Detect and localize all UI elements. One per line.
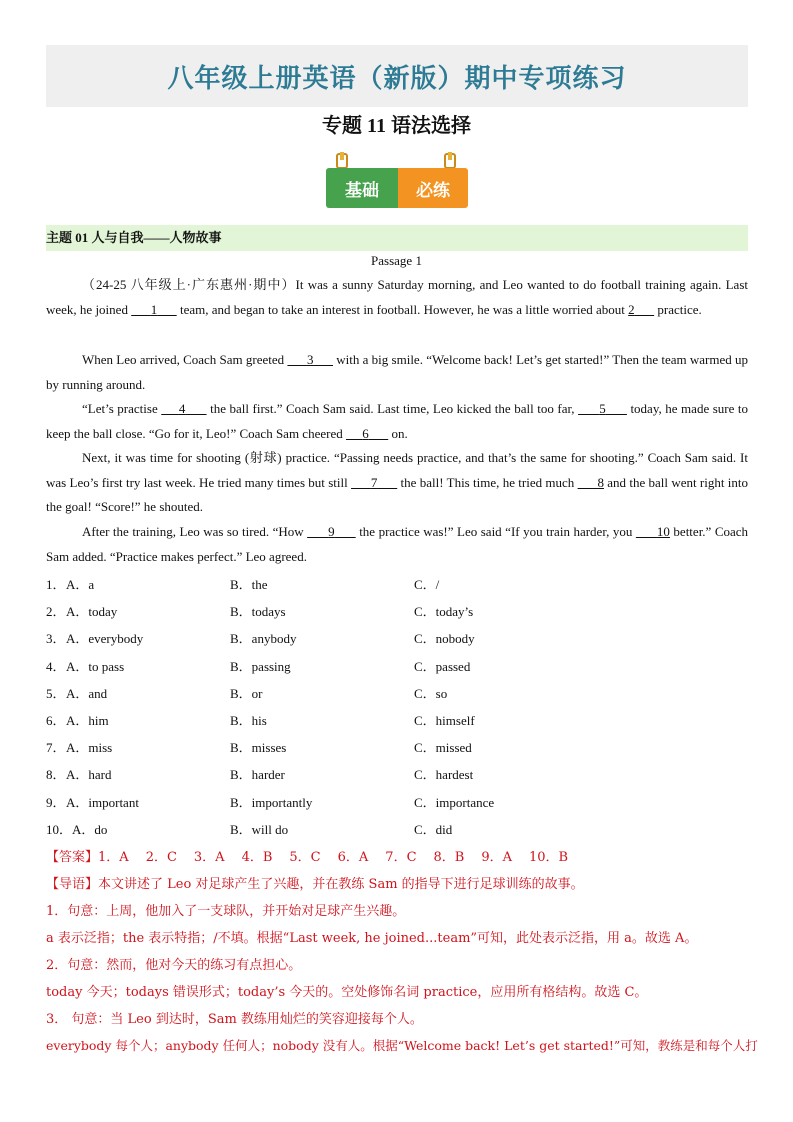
option-a: A．him — [66, 713, 109, 728]
theme-heading: 主题 01 人与自我——人物故事 — [46, 225, 748, 251]
question-number: 7． — [46, 740, 66, 756]
paragraph-text: team, and began to take an interest in football. However, he was a little worried about — [176, 301, 629, 317]
option-c: C．importance — [414, 794, 495, 810]
paragraph-text: the ball! This time, he tried much — [397, 474, 578, 490]
answer-item: 5．C — [289, 850, 321, 865]
option-c: C．today’s — [414, 604, 474, 620]
option-a: A．miss — [66, 740, 113, 756]
blank-3 — [287, 352, 333, 367]
blank-number: 9 — [328, 524, 335, 539]
option-c: C．/ — [414, 577, 440, 592]
blank-number: 8 — [597, 474, 604, 490]
title-banner — [46, 45, 748, 107]
blank-number: 2 — [628, 301, 635, 317]
answer-line — [46, 846, 748, 865]
option-b: B．anybody — [230, 631, 297, 647]
explanation-2-body: today 今天；todays 错误形式；today’s 今天的。空处修饰名词 practice，应用所有格结构。故选 C。 — [46, 985, 648, 1000]
blank-4 — [161, 401, 206, 416]
question-number: 10． — [46, 821, 73, 837]
option-b: B．or — [230, 685, 263, 701]
answer-item: 10．B — [529, 850, 569, 865]
option-b: B．his — [230, 713, 267, 728]
option-a: A．important — [66, 794, 139, 810]
explanation-1-title: 1．句意：上周，他加入了一支球队，并开始对足球产生兴趣。 — [46, 904, 406, 919]
blank-9 — [307, 524, 356, 539]
passage-paragraph-5 — [46, 520, 748, 569]
explanation-3-title: 3． 句意：当 Leo 到达时，Sam 教练用灿烂的笑容迎接每个人。 — [46, 1012, 423, 1027]
option-c: C．nobody — [414, 631, 475, 647]
answer-item: 9．A — [481, 850, 513, 865]
paragraph-text: It was a sunny Saturday morning, and Leo wanted to do football training again. Last week, he joined — [46, 277, 748, 317]
question-number: 6． — [46, 713, 66, 728]
option-a: A．do — [72, 821, 108, 837]
source-note: （24-25 八年级上·广东惠州·期中） — [82, 277, 296, 292]
option-b: B．todays — [230, 604, 286, 620]
answer-label: 【答案】 — [46, 850, 99, 865]
answer-items — [98, 850, 585, 865]
option-c: C．did — [414, 821, 453, 837]
option-a: A．everybody — [66, 631, 144, 647]
answer-item: 1．A — [98, 850, 129, 865]
option-b: B．importantly — [230, 794, 313, 810]
page-title: 八年级上册英语（新版）期中专项练习 — [167, 63, 627, 94]
topic-subtitle: 专题 11 语法选择 — [322, 115, 471, 137]
paragraph-text: After the training, Leo was so tired. “How — [82, 524, 308, 539]
paragraph-text: on. — [388, 425, 408, 441]
paragraph-text: Next, it was time for shooting (射球) practice. “Passing needs practice, and that’s the same for shooting.” Coach Sam said. It was Leo’s first try last week. He tried many times but still — [46, 450, 748, 490]
option-a: A．today — [66, 604, 118, 620]
blank-1 — [131, 302, 177, 317]
blank-10 — [636, 524, 670, 539]
passage-paragraph-3 — [46, 397, 748, 446]
blank-8 — [578, 475, 604, 490]
answer-item: 8．B — [433, 850, 465, 865]
explanation-3-body: everybody 每个人；anybody 任何人；nobody 没有人。根据“Welcome back! Let’s get started!”可知，教练是和每个人打 — [46, 1038, 758, 1053]
option-a: A．a — [66, 577, 95, 592]
answer-item: 3．A — [193, 850, 225, 865]
blank-2 — [628, 302, 654, 317]
paragraph-text: and the ball went right into the goal! “Score!” he shouted. — [46, 474, 748, 514]
blank-5 — [578, 401, 627, 416]
option-b: B．passing — [230, 658, 291, 674]
badge-left-label: 基础 — [326, 168, 398, 208]
option-a: A．hard — [66, 767, 112, 783]
question-number: 2． — [46, 604, 66, 620]
paragraph-text: with a big smile. “Welcome back! Let’s get started!” Then the team warmed up by running around. — [46, 352, 749, 392]
option-a: A．and — [66, 685, 108, 701]
option-c: C．hardest — [414, 767, 474, 783]
blank-7 — [351, 475, 397, 490]
paragraph-text: practice. — [654, 301, 702, 317]
paragraph-text: better.” Coach Sam added. “Practice makes perfect.” Leo agreed. — [46, 524, 749, 564]
question-number: 4． — [46, 658, 66, 674]
answer-item: 7．C — [385, 850, 417, 865]
answer-item: 4．B — [241, 850, 273, 865]
basic-practice-badge — [326, 152, 468, 210]
question-number: 3． — [46, 631, 66, 647]
passage-paragraph-1 — [46, 273, 748, 322]
question-number: 8． — [46, 767, 66, 783]
option-c: C．so — [414, 685, 448, 701]
blank-number: 7 — [370, 474, 378, 490]
option-c: C．passed — [414, 658, 471, 674]
option-b: B．harder — [230, 767, 285, 783]
option-b: B．misses — [230, 740, 287, 756]
passage-paragraph-4 — [46, 446, 748, 520]
option-b: B．will do — [230, 821, 289, 837]
explanation-2-title: 2．句意：然而，他对今天的练习有点担心。 — [46, 958, 302, 973]
badge-right-label: 必练 — [398, 168, 468, 208]
option-b: B．the — [230, 577, 268, 592]
passage-title: Passage 1 — [371, 253, 422, 268]
paragraph-text: the ball first.” Coach Sam said. Last time, Leo kicked the ball too far, — [206, 401, 579, 416]
blank-number: 6 — [362, 425, 369, 441]
question-number: 1． — [46, 577, 66, 592]
blank-number: 1 — [150, 301, 158, 317]
guide-line: 【导语】本文讲述了 Leo 对足球产生了兴趣，并在教练 Sam 的指导下进行足球训练的故事。 — [46, 877, 584, 892]
blank-number: 4 — [178, 401, 186, 416]
paragraph-text: today, he made sure to keep the ball close. “Go for it, Leo!” Coach Sam cheered — [46, 401, 749, 441]
option-c: C．himself — [414, 713, 475, 728]
option-a: A．to pass — [66, 658, 125, 674]
paragraph-text: “Let’s practise — [82, 401, 162, 416]
passage-paragraph-2 — [46, 348, 748, 397]
blank-number: 10 — [656, 524, 670, 539]
option-c: C．missed — [414, 740, 472, 756]
blank-number: 5 — [599, 401, 606, 416]
answer-item: 6．A — [337, 850, 369, 865]
blank-6 — [346, 426, 388, 441]
answer-item: 2．C — [145, 850, 177, 865]
paragraph-text: the practice was!” Leo said “If you train harder, you — [355, 524, 636, 539]
explanation-1-body: a 表示泛指；the 表示特指；/不填。根据“Last week, he joined...team”可知，此处表示泛指，用 a。故选 A。 — [46, 931, 698, 946]
paragraph-text: When Leo arrived, Coach Sam greeted — [82, 352, 288, 367]
question-number: 9． — [46, 794, 66, 810]
question-number: 5． — [46, 685, 66, 701]
blank-number: 3 — [306, 352, 314, 367]
